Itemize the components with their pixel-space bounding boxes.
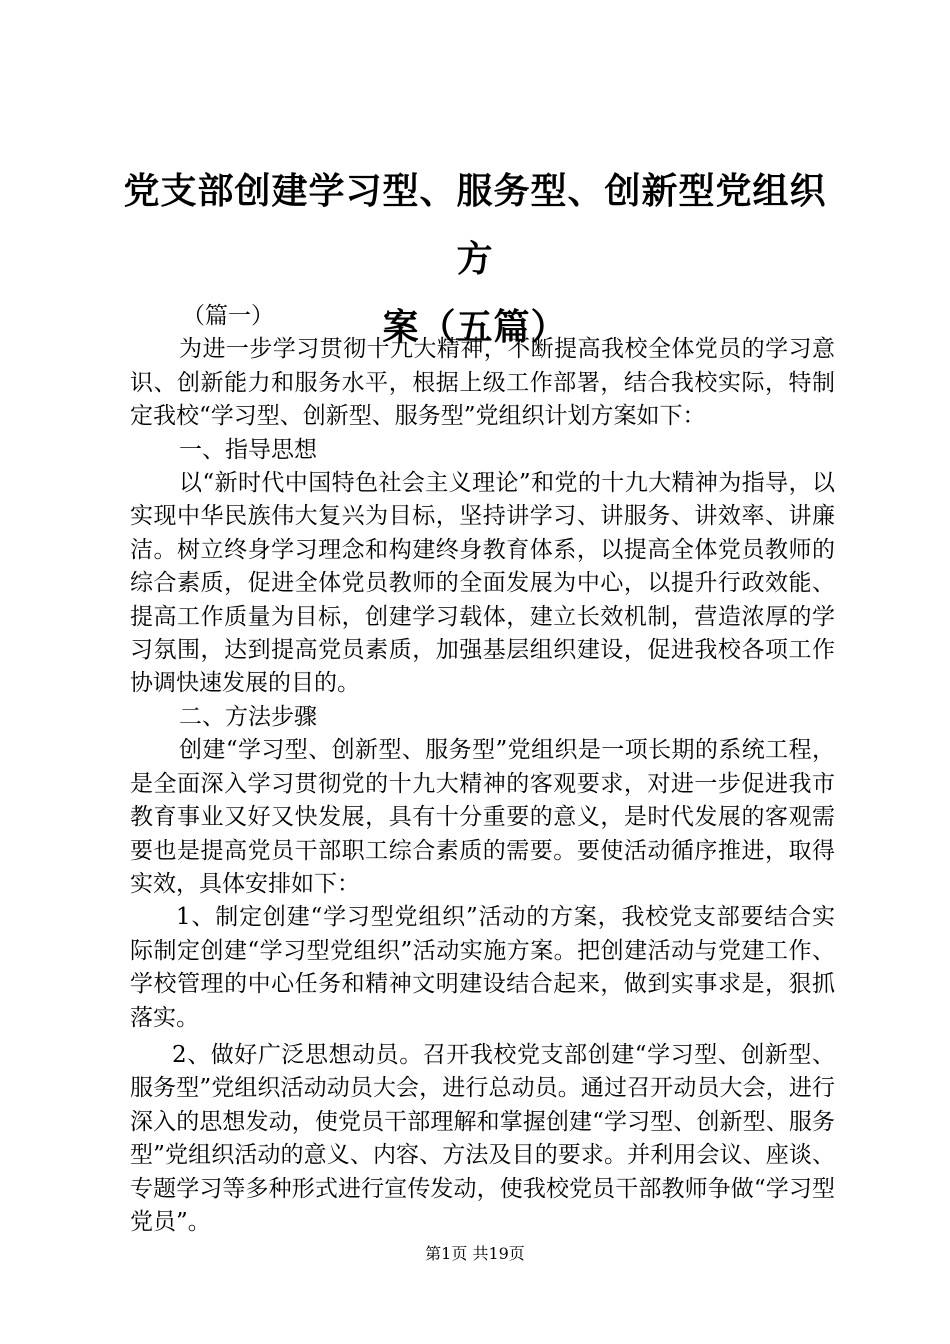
document-body bbox=[130, 300, 835, 1239]
paragraph-guiding-ideology: 以“新时代中国特色社会主义理论”和党的十九大精神为指导，以实现中华民族伟大复兴为目标，坚持讲学习、讲服务、讲效率、讲廉洁。树立终身学习理念和构建终身教育体系，以提高全体党员教师的综合素质，促进全体党员教师的全面发展为中心，以提升行政效能、提高工作质量为目标，创建学习载体，建立长效机制，营造浓厚的学习氛围，达到提高党员素质，加强基层组织建设，促进我校各项工作协调快速发展的目的。 bbox=[130, 470, 835, 697]
paragraph-step-1: 1、制定创建“学习型党组织”活动的方案，我校党支部要结合实际制定创建“学习型党组织”活动实施方案。把创建活动与党建工作、学校管理的中心任务和精神文明建设结合起来，做到实事求是，狠抓落实。 bbox=[130, 904, 835, 1031]
heading-guiding-ideology: 一、指导思想 bbox=[179, 436, 317, 463]
section-label: （篇一） bbox=[182, 303, 274, 329]
title-line-1: 党支部创建学习型、服务型、创新型党组织方 bbox=[123, 171, 827, 280]
title-line-2: 案（五篇） bbox=[382, 307, 568, 348]
heading-methods-steps: 二、方法步骤 bbox=[179, 703, 317, 730]
page-footer: 第1页 共19页 bbox=[425, 1244, 525, 1263]
paragraph-intro: 为进一步学习贯彻十九大精神，不断提高我校全体党员的学习意识、创新能力和服务水平，根据上级工作部署，结合我校实际，特制定我校“学习型、创新型、服务型”党组织计划方案如下： bbox=[130, 336, 835, 430]
paragraph-methods-steps: 创建“学习型、创新型、服务型”党组织是一项长期的系统工程，是全面深入学习贯彻党的十九大精神的客观要求，对进一步促进我市教育事业又好又快发展，具有十分重要的意义，是时代发展的客观需要也是提高党员干部职工综合素质的需要。要使活动循序推进，取得实效，具体安排如下： bbox=[130, 737, 835, 897]
paragraph-step-2: 2、做好广泛思想动员。召开我校党支部创建“学习型、创新型、服务型”党组织活动动员大会，进行总动员。通过召开动员大会，进行深入的思想发动，使党员干部理解和掌握创建“学习型、创新型、服务型”党组织活动的意义、内容、方法及目的要求。并利用会议、座谈、专题学习等多种形式进行宣传发动，使我校党员干部教师争做“学习型党员”。 bbox=[130, 1041, 835, 1235]
